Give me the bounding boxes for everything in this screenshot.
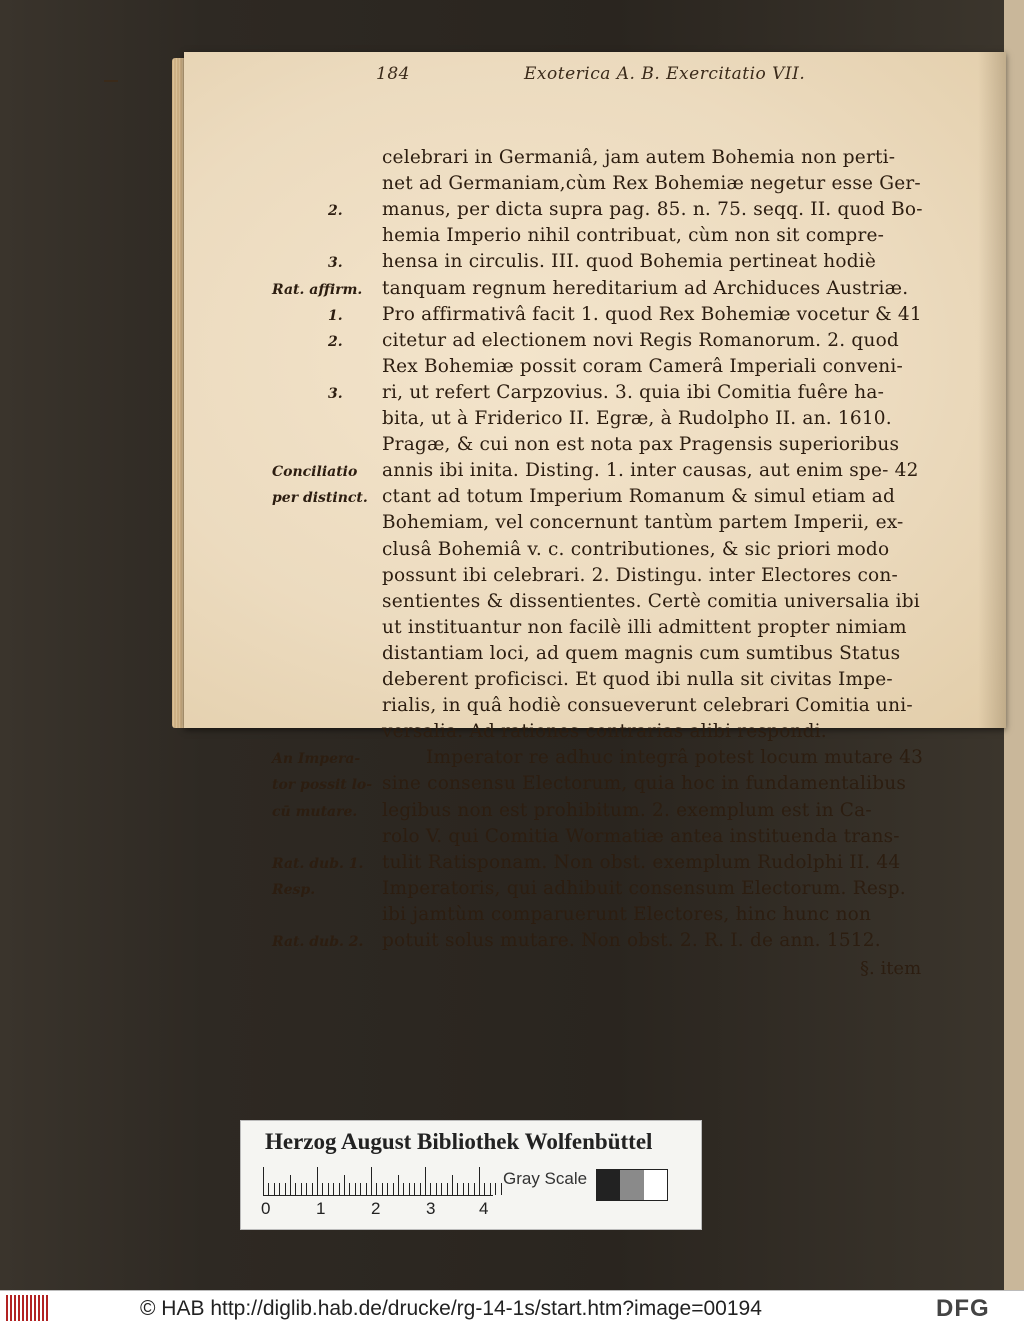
ruler-tick (479, 1167, 480, 1195)
ruler-tick (285, 1183, 286, 1195)
text-line: bita, ut à Friderico II. Egræ, à Rudolpho II. an. 1610. (382, 408, 892, 429)
ruler-tick (501, 1183, 502, 1195)
ruler-tick (484, 1183, 485, 1195)
ruler-tick (409, 1183, 410, 1195)
text-line: ibi jamtùm comparuerunt Electores, hinc hunc non (382, 903, 872, 925)
dfg-logo: DFG (936, 1295, 990, 1322)
ruler-number: 0 (261, 1199, 271, 1218)
library-name: Herzog August Bibliothek Wolfenbüttel (265, 1129, 653, 1154)
ruler-tick (495, 1183, 496, 1195)
text-line: rolo V. qui Comitia Wormatiæ antea instituenda trans- (382, 825, 900, 847)
ruler-tick (457, 1183, 458, 1195)
margin-note: 2. (328, 333, 343, 350)
ruler-tick (398, 1175, 399, 1195)
page-number: 184 (376, 64, 410, 84)
ruler-tick (447, 1183, 448, 1195)
ruler-tick (263, 1167, 264, 1195)
text-line: clusâ Bohemiâ v. c. contributiones, & sic priori modo (382, 538, 890, 560)
text-line: celebrari in Germaniâ, jam autem Bohemia non perti- (382, 147, 896, 168)
text-line: ut instituantur non facilè illi admittent propter nimiam (382, 616, 907, 638)
ruler-tick (468, 1183, 469, 1195)
text-line: Rex Bohemiæ possit coram Camerâ Imperiali conveni- (382, 355, 903, 377)
ruler-tick (403, 1183, 404, 1195)
ruler-tick (339, 1183, 340, 1195)
ruler-number: 1 (316, 1199, 326, 1218)
text-line: manus, per dicta supra pag. 85. n. 75. seqq. II. quod Bo- (382, 199, 923, 221)
ruler-tick (382, 1183, 383, 1195)
ruler-tick (474, 1183, 475, 1195)
text-line: rialis, in quâ hodiè consueverunt celebrari Comitia uni- (382, 695, 913, 717)
ruler-tick (436, 1183, 437, 1195)
margin-note: tor possit lo- (272, 777, 373, 794)
ruler-tick (268, 1183, 269, 1195)
ruler-tick (360, 1183, 361, 1195)
adjacent-page-edge (1004, 0, 1024, 1290)
ruler-tick (463, 1183, 464, 1195)
ruler-number: 3 (426, 1199, 436, 1218)
text-line: annis ibi inita. Disting. 1. inter causas, aut enim spe- 42 (382, 460, 919, 482)
header-dash (104, 80, 118, 82)
text-line: sine consensu Electorum, quia hoc in fundamentalibus (382, 773, 907, 795)
margin-note: 1. (328, 307, 343, 324)
ruler-tick (393, 1183, 394, 1195)
text-line: Imperatoris, qui adhibuit consensum Electorum. Resp. (382, 877, 906, 899)
text-line: versalia. Ad rationes contrarias alibi respondi. (382, 721, 827, 743)
text-line: tanquam regnum hereditarium ad Archiduces Austriæ. (382, 277, 909, 299)
text-line: hensa in circulis. III. quod Bohemia pertineat hodiè (382, 251, 877, 273)
catchword: §. item (860, 958, 922, 979)
gray-swatches (596, 1169, 668, 1201)
ruler-tick (295, 1183, 296, 1195)
text-line: ctant ad totum Imperium Romanum & simul etiam ad (382, 486, 896, 508)
ruler-tick (290, 1175, 291, 1195)
ruler-tick (274, 1183, 275, 1195)
ruler-tick (312, 1183, 313, 1195)
text-line: potuit solus mutare. Non obst. 2. R. I. de ann. 1512. (382, 930, 881, 951)
ruler-tick (366, 1183, 367, 1195)
text-line: Imperator re adhuc integrâ potest locum mutare 43 (426, 747, 924, 769)
gray-scale-label: Gray Scale (503, 1169, 588, 1188)
library-label (240, 1120, 702, 1230)
text-line: tulit Ratisponam. Non obst. exemplum Rudolphi II. 44 (382, 851, 901, 873)
margin-note: Conciliatio (272, 464, 358, 481)
margin-note: 2. (328, 203, 343, 220)
ruler-tick (490, 1183, 491, 1195)
margin-note: cū mutare. (272, 803, 358, 820)
margin-note: 3. (328, 385, 343, 402)
text-line: legibus non est prohibitum. 2. exemplum est in Ca- (382, 799, 872, 821)
hab-logo-icon (6, 1295, 48, 1321)
ruler-tick (328, 1183, 329, 1195)
swatch-light (644, 1170, 667, 1200)
gutter-shadow (978, 52, 1006, 728)
swatch-mid (620, 1170, 643, 1200)
text-line: ri, ut refert Carpzovius. 3. quia ibi Comitia fuêre ha- (382, 381, 885, 403)
ruler-tick (344, 1175, 345, 1195)
ruler-tick (425, 1167, 426, 1195)
ruler-tick (306, 1183, 307, 1195)
text-line: Pro affirmativâ facit 1. quod Rex Bohemiæ vocetur & 41 (382, 303, 922, 325)
ruler-tick (355, 1183, 356, 1195)
ruler-tick (371, 1167, 372, 1195)
ruler-tick (349, 1183, 350, 1195)
ruler-tick (317, 1167, 318, 1195)
margin-note: per distinct. (272, 490, 368, 507)
swatch-dark (597, 1170, 620, 1200)
text-line: citetur ad electionem novi Regis Romanorum. 2. quod (382, 329, 899, 351)
margin-note: An Impera- (272, 751, 361, 768)
ruler-tick (420, 1183, 421, 1195)
ruler-tick (441, 1183, 442, 1195)
ruler-tick (279, 1183, 280, 1195)
ruler-tick (430, 1183, 431, 1195)
ruler-tick (387, 1183, 388, 1195)
measure-ruler (263, 1167, 493, 1196)
ruler-number: 4 (479, 1199, 489, 1218)
margin-note: 3. (328, 255, 343, 272)
ruler-tick (333, 1183, 334, 1195)
text-line: possunt ibi celebrari. 2. Distingu. inter Electores con- (382, 564, 898, 586)
margin-note: Rat. dub. 2. (272, 934, 364, 950)
footer-bar (0, 1290, 1024, 1326)
ruler-tick (376, 1183, 377, 1195)
margin-note: Rat. dub. 1. (272, 855, 364, 872)
text-line: Bohemiam, vel concernunt tantùm partem Imperii, ex- (382, 512, 904, 534)
ruler-tick (452, 1175, 453, 1195)
text-line: Pragæ, & cui non est nota pax Pragensis superioribus (382, 434, 900, 456)
ruler-number: 2 (371, 1199, 381, 1218)
text-line: distantiam loci, ad quem magnis cum sumtibus Status (382, 642, 901, 664)
footer-citation: © HAB http://diglib.hab.de/drucke/rg-14-1s/start.htm?image=00194 (140, 1297, 762, 1320)
ruler-tick (301, 1183, 302, 1195)
running-title: Exoterica A. B. Exercitatio VII. (524, 64, 806, 84)
text-line: net ad Germaniam,cùm Rex Bohemiæ negetur esse Ger- (382, 173, 921, 195)
margin-note: Resp. (272, 881, 316, 898)
ruler-tick (414, 1183, 415, 1195)
text-line: deberent proficisci. Et quod ibi nulla sit civitas Impe- (382, 669, 893, 690)
text-line: hemia Imperio nihil contribuat, cùm non sit compre- (382, 225, 885, 247)
ruler-tick (322, 1183, 323, 1195)
margin-note: Rat. affirm. (272, 281, 363, 298)
text-line: sentientes & dissentientes. Certè comitia universalia ibi (382, 590, 920, 612)
